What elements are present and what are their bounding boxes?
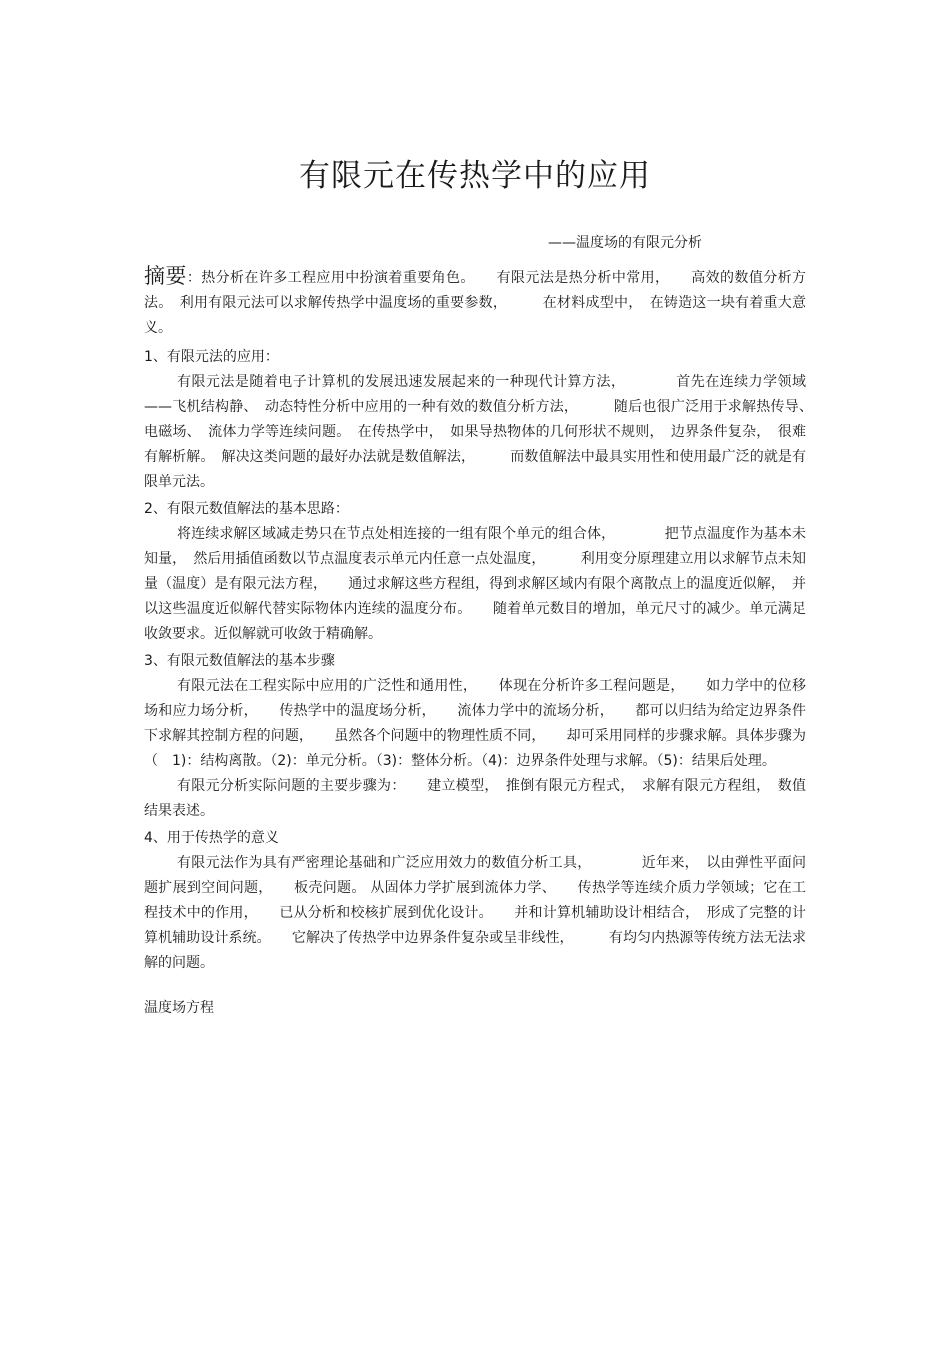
section-heading: 2、有限元数值解法的基本思路： bbox=[144, 501, 349, 517]
section-2 bbox=[144, 497, 806, 647]
abstract-separator: ： bbox=[186, 270, 202, 286]
document-title: 有限元在传热学中的应用 bbox=[299, 158, 651, 194]
section-heading: 4、用于传热学的意义 bbox=[144, 830, 279, 846]
section-paragraph: 将连续求解区域减走势只在节点处相连接的一组有限个单元的组合体， 把节点温度作为基本未知量， 然后用插值函数以节点温度表示单元内任意一点处温度， 利用变分原理建立用以求解节点未知量（温度）是有限元法方程， 通过求解这些方程组，得到求解区域内有限个离散点上的温度近似解， 并以这些温度近似解代替实际物体内连续的温度分布。 随着单元数目的增加，单元尺寸的减少。单元满足收敛要求。近似解就可收敛于精确解。 bbox=[144, 526, 806, 642]
footer-line: 温度场方程 bbox=[144, 1000, 214, 1016]
section-paragraph: 有限元法在工程实际中应用的广泛性和通用性， 体现在分析许多工程问题是， 如力学中的位移场和应力场分析， 传热学中的温度场分析， 流体力学中的流场分析， 都可以归结为给定边界条件下求解其控制方程的问题， 虽然各个问题中的物理性质不同， 却可采用同样的步骤求解。具体步骤为（ 1)：结构离散。（2)：单元分析。（3)：整体分析。（4)：边界条件处理与求解。（5)：结果后处理。 bbox=[144, 678, 806, 769]
section-3 bbox=[144, 649, 806, 824]
section-4 bbox=[144, 826, 806, 976]
section-1 bbox=[144, 345, 820, 495]
section-paragraph: 有限元法作为具有严密理论基础和广泛应用效力的数值分析工具， 近年来， 以由弹性平面问题扩展到空间问题， 板壳问题。 从固体力学扩展到流体力学、 传热学等连续介质力学领域；它在工程技术中的作用， 已从分析和校核扩展到优化设计。 并和计算机辅助设计相结合， 形成了完整的计算机辅助设计系统。 它解决了传热学中边界条件复杂或呈非线性， 有均匀内热源等传统方法无法求解的问题。 bbox=[144, 855, 806, 971]
abstract-text: 热分析在许多工程应用中扮演着重要角色。 有限元法是热分析中常用， 高效的数值分析方法。 利用有限元法可以求解传热学中温度场的重要参数， 在材料成型中， 在铸造这一块有着重大意义。 bbox=[144, 270, 807, 336]
abstract-label: 摘要 bbox=[144, 264, 187, 288]
abstract bbox=[144, 264, 806, 341]
section-heading: 1、有限元法的应用： bbox=[144, 349, 279, 365]
document-body bbox=[144, 264, 820, 1021]
section-paragraph: 有限元法是随着电子计算机的发展迅速发展起来的一种现代计算方法， 首先在连续力学领域——飞机结构静、 动态特性分析中应用的一种有效的数值分析方法， 随后也很广泛用于求解热传导、 电磁场、 流体力学等连续问题。 在传热学中， 如果导热物体的几何形状不规则， 边界条件复杂， 很难有解析解。 解决这类问题的最好办法就是数值解法， 而数值解法中最具实用性和使用最广泛的就是有限单元法。 bbox=[144, 374, 820, 490]
document-subtitle: ——温度场的有限元分析 bbox=[548, 235, 702, 251]
section-heading: 3、有限元数值解法的基本步骤 bbox=[144, 653, 335, 669]
section-paragraph: 有限元分析实际问题的主要步骤为： 建立模型， 推倒有限元方程式， 求解有限元方程组， 数值结果表述。 bbox=[144, 778, 806, 819]
